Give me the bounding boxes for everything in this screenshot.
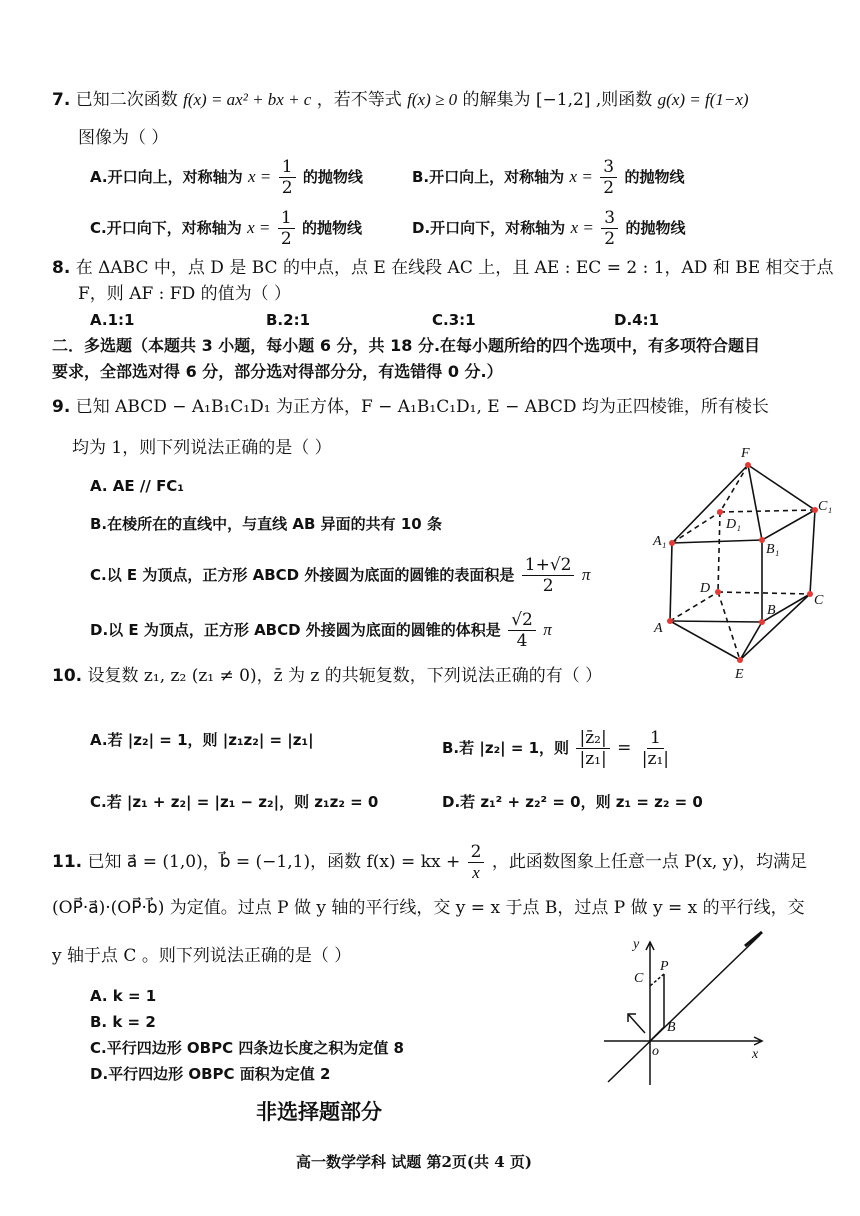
q10-stem: 10. 设复数 z₁, z₂ (z₁ ≠ 0)，z̄ 为 z 的共轭复数，下列说法正确的有（ ） xyxy=(52,666,603,686)
q7-stem-a: 已知二次函数 xyxy=(75,90,178,110)
q7-stem-line2: 图像为（ ） xyxy=(78,128,169,148)
q10-option-d: D.若 z₁² + z₂² = 0，则 z₁ = z₂ = 0 xyxy=(442,793,703,811)
q11-option-d: D.平行四边形 OBPC 面积为定值 2 xyxy=(90,1065,331,1083)
label-B: B xyxy=(767,603,776,618)
q7-option-a-fraction: $\frac{1}{2}$ xyxy=(279,157,296,198)
q9-option-a: A. AE // FC₁ xyxy=(90,477,184,495)
q7-stem-line1 xyxy=(52,88,749,112)
q8-option-a: A.1:1 xyxy=(90,311,135,329)
q7-option-c: C.开口向下，对称轴为 x = $\frac{1}{2}$ 的抛物线 xyxy=(90,208,363,249)
q9-option-d: D.以 E 为顶点，正方形 ABCD 外接圆为底面的圆锥的体积是 $\frac{√2}{4}$ π xyxy=(90,610,552,651)
q10-number: 10. xyxy=(52,666,83,686)
q11-stem-line3: y 轴于点 C 。则下列说法正确的是（ ） xyxy=(52,946,352,966)
q8-number: 8. xyxy=(52,258,71,278)
q9-option-b: B.在棱所在的直线中，与直线 AB 异面的共有 10 条 xyxy=(90,515,442,533)
q7-option-a: A.开口向上，对称轴为 x = $\frac{1}{2}$ 的抛物线 xyxy=(90,157,363,198)
q11-fraction: $\frac{2}{x}$ xyxy=(468,842,485,883)
q11-number: 11. xyxy=(52,852,83,872)
q7-g-function: g(x) = f(1−x) xyxy=(657,90,749,109)
q10-option-b-right-fraction: $\frac{1}{\text{|z₁|}}$ xyxy=(641,728,669,769)
q7-interval: [−1,2] xyxy=(535,90,591,110)
q10-option-c: C.若 |z₁ + z₂| = |z₁ − z₂|，则 z₁z₂ = 0 xyxy=(90,793,379,811)
label-A1: A₁ xyxy=(653,534,667,549)
q9-option-c: C.以 E 为顶点，正方形 ABCD 外接圆为底面的圆锥的表面积是 $\frac{1+√2}{2}$ π xyxy=(90,555,591,596)
label-C: C xyxy=(634,971,644,986)
q7-option-d: D.开口向下，对称轴为 x = $\frac{3}{2}$ 的抛物线 xyxy=(412,208,686,249)
label-D1: D₁ xyxy=(726,517,741,532)
q7-option-b: B.开口向上，对称轴为 x = $\frac{3}{2}$ 的抛物线 xyxy=(412,157,685,198)
label-y-axis: y xyxy=(633,937,640,952)
q9-stem-line1: 9. 已知 ABCD − A₁B₁C₁D₁ 为正方体，F − A₁B₁C₁D₁, E − ABCD 均为正四棱锥，所有棱长 xyxy=(52,397,769,417)
q7-option-d-fraction: $\frac{3}{2}$ xyxy=(601,208,618,249)
label-C: C xyxy=(814,593,824,608)
q7-stem-d: ,则函数 xyxy=(595,90,653,110)
q11-stem-line1: 11. 已知 a⃗ = (1,0)，b⃗ = (−1,1)，函数 f(x) = kx + $\frac{2}{x}$ ，此函数图象上任意一点 P(x, y)，均满足 xyxy=(52,842,807,882)
q7-stem-c: 的解集为 xyxy=(462,90,531,110)
q7-number: 7. xyxy=(52,90,71,110)
q11-coordinate-figure xyxy=(590,930,840,1090)
q8-stem-line2: F，则 AF : FD 的值为（ ） xyxy=(78,284,292,304)
q11-option-a: A. k = 1 xyxy=(90,987,157,1005)
q9-option-d-fraction: $\frac{√2}{4}$ xyxy=(508,610,536,651)
q9-number: 9. xyxy=(52,397,71,417)
label-B1: B₁ xyxy=(766,542,780,557)
q8-stem-line1: 8. 在 ΔABC 中，点 D 是 BC 的中点，点 E 在线段 AC 上，且 AE : EC = 2 : 1，AD 和 BE 相交于点 xyxy=(52,258,834,278)
q7-option-b-fraction: $\frac{3}{2}$ xyxy=(600,157,617,198)
q8-option-d: D.4:1 xyxy=(614,311,660,329)
q7-function-definition: f(x) = ax² + bx + c xyxy=(183,90,312,109)
q8-option-b: B.2:1 xyxy=(266,311,311,329)
q8-option-c: C.3:1 xyxy=(432,311,476,329)
q9-stem-line2: 均为 1，则下列说法正确的是（ ） xyxy=(72,438,332,458)
section3-title: 非选择题部分 xyxy=(256,1100,382,1124)
label-D: D xyxy=(700,581,711,596)
label-E: E xyxy=(735,667,744,680)
section2-heading-line2: 要求，全部选对得 6 分，部分选对得部分分，有选错得 0 分.） xyxy=(52,362,503,381)
label-x-axis: x xyxy=(752,1047,759,1062)
label-A: A xyxy=(654,621,663,636)
q11-option-b: B. k = 2 xyxy=(90,1013,156,1031)
q7-stem-b: ，若不等式 xyxy=(316,90,402,110)
q10-option-b: B.若 |z₂| = 1，则 $\frac{\text{|z̄₂|}}{\text{|z₁|}}$ = $\frac{1}{\text{|z₁|}}$ xyxy=(442,728,674,769)
page-footer: 高一数学学科 试题 第2页(共 4 页) xyxy=(296,1153,532,1171)
label-F: F xyxy=(741,446,750,461)
label-B: B xyxy=(667,1020,676,1035)
q10-option-a: A.若 |z₂| = 1，则 |z₁z₂| = |z₁| xyxy=(90,731,314,749)
label-P: P xyxy=(660,959,669,974)
q9-option-c-fraction: $\frac{1+√2}{2}$ xyxy=(522,555,575,596)
section2-heading-line1: 二．多选题（本题共 3 小题，每小题 6 分，共 18 分.在每小题所给的四个选项中，有多项符合题目 xyxy=(52,336,761,355)
label-C1: C₁ xyxy=(818,499,833,514)
q7-inequality: f(x) ≥ 0 xyxy=(407,90,458,109)
label-origin: o xyxy=(652,1044,659,1059)
q7-option-c-fraction: $\frac{1}{2}$ xyxy=(278,208,295,249)
q9-solid-figure xyxy=(640,440,840,680)
q11-stem-line2: (OP⃗·a⃗)·(OP⃗·b⃗) 为定值。过点 P 做 y 轴的平行线，交 y = x 于点 B，过点 P 做 y = x 的平行线，交 xyxy=(52,898,805,918)
q10-option-b-left-fraction: $\frac{\text{|z̄₂|}}{\text{|z₁|}}$ xyxy=(576,728,609,769)
q11-option-c: C.平行四边形 OBPC 四条边长度之积为定值 8 xyxy=(90,1039,404,1057)
